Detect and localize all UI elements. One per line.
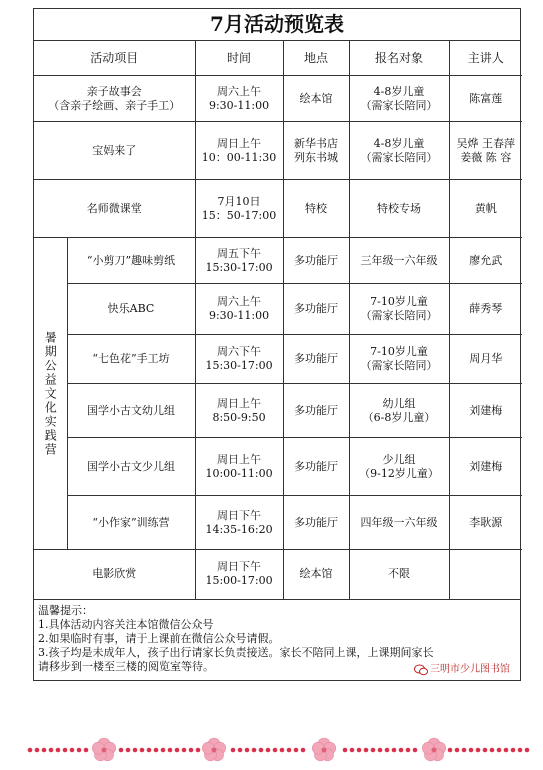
speaker-cell — [449, 438, 522, 496]
speaker-cell — [449, 384, 522, 438]
border-dot — [133, 748, 138, 753]
place-cell — [283, 496, 349, 550]
target-cell-line: （9-12岁儿童） — [359, 466, 439, 480]
border-dot — [196, 748, 201, 753]
border-dot — [140, 748, 145, 753]
place-cell-line: 多功能厅 — [294, 459, 339, 473]
target-cell-line: 7-10岁儿童 — [370, 345, 428, 358]
time-cell — [195, 335, 283, 384]
target-cell — [349, 335, 449, 384]
project-cell-line: “七色花”手工坊 — [92, 352, 170, 365]
border-dot — [245, 748, 250, 753]
border-dot — [483, 748, 488, 753]
border-dot — [455, 748, 460, 753]
table-row — [34, 122, 522, 180]
border-dot — [77, 748, 82, 753]
time-cell-line: 周六下午 — [217, 345, 262, 358]
time-cell-line: 周日上午 — [217, 136, 262, 150]
project-cell — [34, 76, 195, 122]
table-row — [34, 76, 522, 122]
tips-line: 2.如果临时有事，请于上课前在微信公众号请假。 — [38, 631, 280, 645]
border-dot — [259, 748, 264, 753]
sheet-title: 7月活动预览表 — [34, 9, 520, 41]
border-dot — [280, 748, 285, 753]
border-dot — [490, 748, 495, 753]
time-cell-line: 7月10日 — [217, 194, 261, 208]
speaker-cell — [449, 76, 522, 122]
place-cell — [283, 438, 349, 496]
border-dot — [154, 748, 159, 753]
group-label: 暑期公益文化实践营 — [43, 330, 58, 457]
time-cell-line: 15:00-17:00 — [205, 574, 273, 588]
target-cell-line: 4-8岁儿童 — [373, 136, 425, 150]
speaker-cell — [449, 180, 522, 238]
border-dot — [119, 748, 124, 753]
table-row — [34, 180, 522, 238]
target-cell — [349, 550, 449, 599]
watermark-text: 三明市少儿图书馆 — [430, 663, 510, 675]
border-dot — [266, 748, 271, 753]
project-cell-line: 亲子故事会 — [86, 84, 142, 98]
target-cell — [349, 438, 449, 496]
activity-sheet — [33, 8, 521, 681]
border-dot — [238, 748, 243, 753]
border-dot — [175, 748, 180, 753]
project-cell — [67, 496, 195, 550]
table-header-row — [34, 41, 522, 76]
time-cell-line: 15：50-17:00 — [201, 208, 277, 222]
time-cell-line: 15:30-17:00 — [205, 359, 273, 372]
target-cell-line: 三年级一六年级 — [360, 253, 438, 267]
place-cell — [283, 180, 349, 238]
speaker-cell — [449, 238, 522, 284]
border-dot — [357, 748, 362, 753]
border-dot — [35, 748, 40, 753]
place-cell — [283, 284, 349, 335]
project-cell — [34, 180, 195, 238]
border-dot — [448, 748, 453, 753]
border-dot — [56, 748, 61, 753]
time-cell-line: 周六上午 — [217, 295, 262, 308]
wechat-icon — [414, 664, 428, 676]
project-cell-line: 快乐ABC — [107, 302, 155, 315]
speaker-cell-line: 李耿源 — [469, 515, 503, 529]
speaker-cell — [449, 284, 522, 335]
flower-icon — [312, 738, 335, 761]
target-cell-line: （需家长陪同） — [360, 359, 438, 372]
place-cell-line: 多功能厅 — [294, 515, 339, 529]
time-cell-line: 8:50-9:50 — [212, 410, 266, 424]
target-cell-line: （6-8岁儿童） — [362, 410, 436, 424]
border-dot — [392, 748, 397, 753]
header-time: 时间 — [195, 41, 283, 76]
table-row — [34, 384, 522, 438]
speaker-cell — [449, 496, 522, 550]
border-dot — [497, 748, 502, 753]
flower-border-decoration — [24, 736, 534, 764]
place-cell-line: 新华书店 — [294, 136, 339, 150]
place-cell-line: 绘本馆 — [299, 567, 333, 581]
project-cell-line: “小作家”训练营 — [92, 515, 170, 529]
project-cell — [67, 284, 195, 335]
time-cell — [195, 550, 283, 599]
place-cell-line: 列东书城 — [294, 150, 339, 164]
border-dot — [168, 748, 173, 753]
target-cell-line: （需家长陪同） — [360, 150, 438, 164]
target-cell — [349, 122, 449, 180]
time-cell-line: 10:00-11:00 — [205, 466, 273, 480]
border-dot — [42, 748, 47, 753]
speaker-cell-line: 黄帆 — [474, 201, 497, 215]
target-cell-line: （需家长陪同） — [360, 98, 438, 112]
schedule-table — [34, 41, 522, 599]
time-cell-line: 周五下午 — [217, 246, 262, 260]
place-cell-line: 多功能厅 — [294, 302, 339, 315]
tips-line: 1.具体活动内容关注本馆微信公众号 — [38, 617, 214, 631]
project-cell-line: 国学小古文少儿组 — [87, 459, 175, 473]
project-cell — [67, 384, 195, 438]
target-cell-line: 不限 — [388, 567, 411, 581]
border-dot — [252, 748, 257, 753]
border-dot — [147, 748, 152, 753]
target-cell-line: 幼儿组 — [382, 396, 416, 410]
tips-heading: 温馨提示： — [38, 603, 93, 617]
time-cell — [195, 180, 283, 238]
header-place: 地点 — [283, 41, 349, 76]
header-project: 活动项目 — [34, 41, 195, 76]
border-dot — [406, 748, 411, 753]
tips-line: 请移步到一楼至三楼的阅览室等待。 — [38, 659, 214, 673]
place-cell-line: 绘本馆 — [299, 91, 333, 105]
speaker-cell-line: 廖允武 — [469, 253, 503, 267]
table-row — [34, 335, 522, 384]
border-dot — [63, 748, 68, 753]
border-dot — [378, 748, 383, 753]
table-row — [34, 284, 522, 335]
target-cell-line: 4-8岁儿童 — [373, 84, 425, 98]
time-cell — [195, 284, 283, 335]
border-dot — [504, 748, 509, 753]
target-cell — [349, 76, 449, 122]
border-dot — [399, 748, 404, 753]
border-dot — [371, 748, 376, 753]
wechat-watermark — [414, 663, 510, 677]
border-dot — [287, 748, 292, 753]
border-dot — [294, 748, 299, 753]
border-dot — [182, 748, 187, 753]
flower-icon — [92, 738, 115, 761]
target-cell-line: 7-10岁儿童 — [370, 295, 428, 308]
border-dot — [301, 748, 306, 753]
target-cell — [349, 180, 449, 238]
speaker-cell — [449, 550, 522, 599]
place-cell-line: 多功能厅 — [294, 403, 339, 417]
header-speaker: 主讲人 — [449, 41, 522, 76]
project-cell-line: 宝妈来了 — [92, 143, 137, 157]
table-row — [34, 496, 522, 550]
time-cell-line: 15:30-17:00 — [205, 260, 273, 274]
time-cell-line: 周日下午 — [217, 560, 262, 574]
border-dot — [518, 748, 523, 753]
border-dot — [364, 748, 369, 753]
place-cell-line: 多功能厅 — [294, 253, 339, 267]
place-cell — [283, 384, 349, 438]
target-cell — [349, 384, 449, 438]
speaker-cell-line: 薛秀琴 — [469, 302, 503, 315]
table-row — [34, 238, 522, 284]
speaker-cell-line: 周月华 — [469, 352, 503, 365]
time-cell-line: 10：00-11:30 — [201, 150, 277, 164]
time-cell-line: 14:35-16:20 — [205, 522, 273, 536]
speaker-cell — [449, 335, 522, 384]
border-dot — [28, 748, 33, 753]
border-dot — [231, 748, 236, 753]
place-cell-line: 多功能厅 — [294, 352, 339, 365]
project-cell-line: 名师微课堂 — [86, 201, 142, 215]
speaker-cell — [449, 122, 522, 180]
flower-icon — [422, 738, 445, 761]
border-dot — [189, 748, 194, 753]
time-cell-line: 周日上午 — [217, 396, 262, 410]
place-cell — [283, 238, 349, 284]
border-dot — [350, 748, 355, 753]
target-cell — [349, 496, 449, 550]
target-cell — [349, 238, 449, 284]
time-cell-line: 周日上午 — [217, 452, 262, 466]
group-label-cell — [34, 238, 67, 550]
project-cell — [67, 438, 195, 496]
target-cell-line: （需家长陪同） — [360, 309, 438, 322]
flower-icon — [202, 738, 225, 761]
table-row — [34, 438, 522, 496]
project-cell — [67, 238, 195, 284]
time-cell — [195, 384, 283, 438]
place-cell — [283, 76, 349, 122]
header-target: 报名对象 — [349, 41, 449, 76]
time-cell — [195, 438, 283, 496]
border-dot — [385, 748, 390, 753]
border-dot — [49, 748, 54, 753]
speaker-cell-line: 吴烨 王春萍 — [456, 136, 516, 150]
place-cell — [283, 335, 349, 384]
speaker-cell-line: 陈富莲 — [469, 91, 503, 105]
time-cell — [195, 76, 283, 122]
time-cell — [195, 122, 283, 180]
border-dot — [343, 748, 348, 753]
time-cell-line: 9:30-11:00 — [208, 309, 270, 322]
project-cell-line: “小剪刀”趣味剪纸 — [86, 253, 176, 267]
target-cell-line: 四年级一六年级 — [360, 515, 438, 529]
border-dot — [84, 748, 89, 753]
border-dot — [70, 748, 75, 753]
border-dot — [525, 748, 530, 753]
border-dot — [413, 748, 418, 753]
tips-line: 3.孩子均是未成年人，孩子出行请家长负责接送。家长不陪同上课，上课期间家长 — [38, 645, 434, 659]
place-cell-line: 特校 — [305, 201, 328, 215]
time-cell-line: 周日下午 — [217, 508, 262, 522]
border-dot — [476, 748, 481, 753]
time-cell-line: 周六上午 — [217, 84, 262, 98]
border-dot — [161, 748, 166, 753]
tips-section — [34, 599, 520, 680]
place-cell — [283, 550, 349, 599]
speaker-cell-line: 刘建梅 — [469, 459, 503, 473]
border-dot — [469, 748, 474, 753]
time-cell — [195, 496, 283, 550]
speaker-cell-line: 姜薇 陈 容 — [460, 150, 512, 164]
border-dot — [273, 748, 278, 753]
project-cell — [34, 550, 195, 599]
border-dot — [462, 748, 467, 753]
project-cell-line: 国学小古文幼儿组 — [87, 403, 175, 417]
target-cell — [349, 284, 449, 335]
border-dot — [126, 748, 131, 753]
target-cell-line: 特校专场 — [377, 201, 422, 215]
border-dot — [511, 748, 516, 753]
project-cell — [34, 122, 195, 180]
time-cell-line: 9:30-11:00 — [208, 98, 270, 112]
project-cell-line: 电影欣赏 — [92, 567, 137, 581]
project-cell-line: （含亲子绘画、亲子手工） — [48, 98, 181, 112]
project-cell — [67, 335, 195, 384]
target-cell-line: 少儿组 — [382, 452, 416, 466]
speaker-cell-line: 刘建梅 — [469, 403, 503, 417]
table-row — [34, 550, 522, 599]
place-cell — [283, 122, 349, 180]
time-cell — [195, 238, 283, 284]
